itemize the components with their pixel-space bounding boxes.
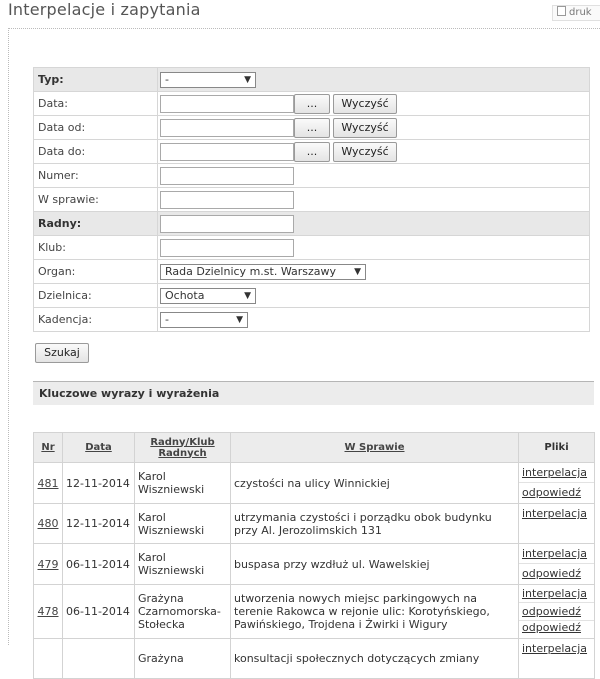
sort-by-nr-link[interactable]: Nr: [41, 442, 55, 453]
numer-input[interactable]: [160, 167, 294, 185]
odpowiedz-link[interactable]: odpowiedź: [522, 605, 582, 618]
interpelacja-link[interactable]: interpelacja: [522, 642, 588, 655]
search-form: [33, 67, 590, 332]
w-sprawie-input[interactable]: [160, 191, 294, 209]
dzielnica-select[interactable]: [160, 288, 256, 304]
organ-select[interactable]: [160, 264, 366, 280]
row-radny: Karol Wiszniewski: [135, 504, 231, 544]
organ-label: Organ:: [34, 260, 158, 284]
sort-by-sprawa-link[interactable]: W Sprawie: [344, 442, 405, 453]
kadencja-select-value: -: [165, 312, 169, 326]
kadencja-label: Kadencja:: [34, 308, 158, 332]
row-number-link[interactable]: 479: [37, 557, 59, 571]
content-border-top: [8, 28, 600, 29]
row-sprawa: konsultacji społecznych dotyczących zmiany: [231, 639, 519, 679]
w-sprawie-label: W sprawie:: [34, 188, 158, 212]
chevron-down-icon: ▼: [244, 290, 251, 301]
row-radny: Karol Wiszniewski: [135, 544, 231, 585]
row-number-link[interactable]: 481: [37, 476, 59, 490]
print-label: druk: [569, 7, 592, 18]
printer-icon: [557, 6, 566, 16]
data-do-picker-button[interactable]: ...: [294, 142, 330, 162]
interpelacja-link[interactable]: interpelacja: [522, 507, 588, 520]
chevron-down-icon: ▼: [354, 266, 361, 277]
sort-by-radny-link[interactable]: Radny/Klub Radnych: [150, 436, 215, 459]
typ-select[interactable]: [160, 72, 256, 88]
interpelacja-link[interactable]: interpelacja: [522, 587, 588, 600]
data-do-input[interactable]: [160, 143, 294, 161]
odpowiedz-link[interactable]: odpowiedź: [522, 567, 582, 580]
data-clear-button[interactable]: Wyczyść: [333, 94, 397, 114]
radny-input[interactable]: [160, 215, 294, 233]
klub-label: Klub:: [34, 236, 158, 260]
data-od-clear-button[interactable]: Wyczyść: [333, 118, 397, 138]
content-border-left: [8, 28, 9, 645]
row-date: 12-11-2014: [63, 504, 135, 544]
typ-select-value: -: [165, 72, 169, 86]
row-date: 06-11-2014: [63, 585, 135, 639]
data-do-clear-button[interactable]: Wyczyść: [333, 142, 397, 162]
chevron-down-icon: ▼: [244, 74, 251, 85]
row-radny: Grażyna Czarnomorska-Stołecka: [135, 585, 231, 639]
data-od-input[interactable]: [160, 119, 294, 137]
row-date: 12-11-2014: [63, 463, 135, 504]
sort-by-date-link[interactable]: Data: [85, 442, 112, 453]
table-row: [34, 504, 595, 544]
row-sprawa: utworzenia nowych miejsc parkingowych na terenie Rakowca w rejonie ulic: Korotyńskiego, Pawińskiego, Trojdena i Żwirki i Wigury: [231, 585, 519, 639]
table-row: [34, 463, 595, 504]
dzielnica-select-value: Ochota: [165, 288, 205, 302]
row-number-link[interactable]: 480: [37, 517, 59, 530]
pliki-header: Pliki: [519, 433, 595, 463]
keywords-section-title[interactable]: Kluczowe wyrazy i wyrażenia: [33, 381, 594, 405]
data-do-label: Data do:: [34, 140, 158, 164]
data-input[interactable]: [160, 95, 294, 113]
numer-label: Numer:: [34, 164, 158, 188]
row-sprawa: buspasa przy wzdłuż ul. Wawelskiej: [231, 544, 519, 585]
search-button[interactable]: Szukaj: [35, 343, 89, 363]
results-table: [33, 432, 595, 679]
chevron-down-icon: ▼: [236, 314, 243, 325]
print-link[interactable]: [552, 5, 600, 21]
interpelacja-link[interactable]: interpelacja: [522, 466, 588, 479]
data-od-picker-button[interactable]: ...: [294, 118, 330, 138]
kadencja-select[interactable]: [160, 312, 248, 328]
table-row: [34, 544, 595, 585]
odpowiedz-link[interactable]: odpowiedź: [522, 486, 582, 499]
organ-select-value: Rada Dzielnicy m.st. Warszawy: [165, 264, 337, 278]
radny-label: Radny:: [34, 212, 158, 236]
row-radny: Karol Wiszniewski: [135, 463, 231, 504]
row-number-link[interactable]: 478: [37, 605, 59, 618]
odpowiedz-link[interactable]: odpowiedź: [522, 621, 582, 634]
interpelacja-link[interactable]: interpelacja: [522, 547, 588, 560]
dzielnica-label: Dzielnica:: [34, 284, 158, 308]
row-sprawa: czystości na ulicy Winnickiej: [231, 463, 519, 504]
typ-label: Typ:: [34, 68, 158, 92]
data-label: Data:: [34, 92, 158, 116]
row-radny: Grażyna: [135, 639, 231, 679]
data-picker-button[interactable]: ...: [294, 94, 330, 114]
data-od-label: Data od:: [34, 116, 158, 140]
row-date: 06-11-2014: [63, 544, 135, 585]
row-sprawa: utrzymania czystości i porządku obok budynku przy Al. Jerozolimskich 131: [231, 504, 519, 544]
klub-input[interactable]: [160, 239, 294, 257]
page-title: Interpelacje i zapytania: [8, 0, 201, 19]
table-row: [34, 585, 595, 639]
